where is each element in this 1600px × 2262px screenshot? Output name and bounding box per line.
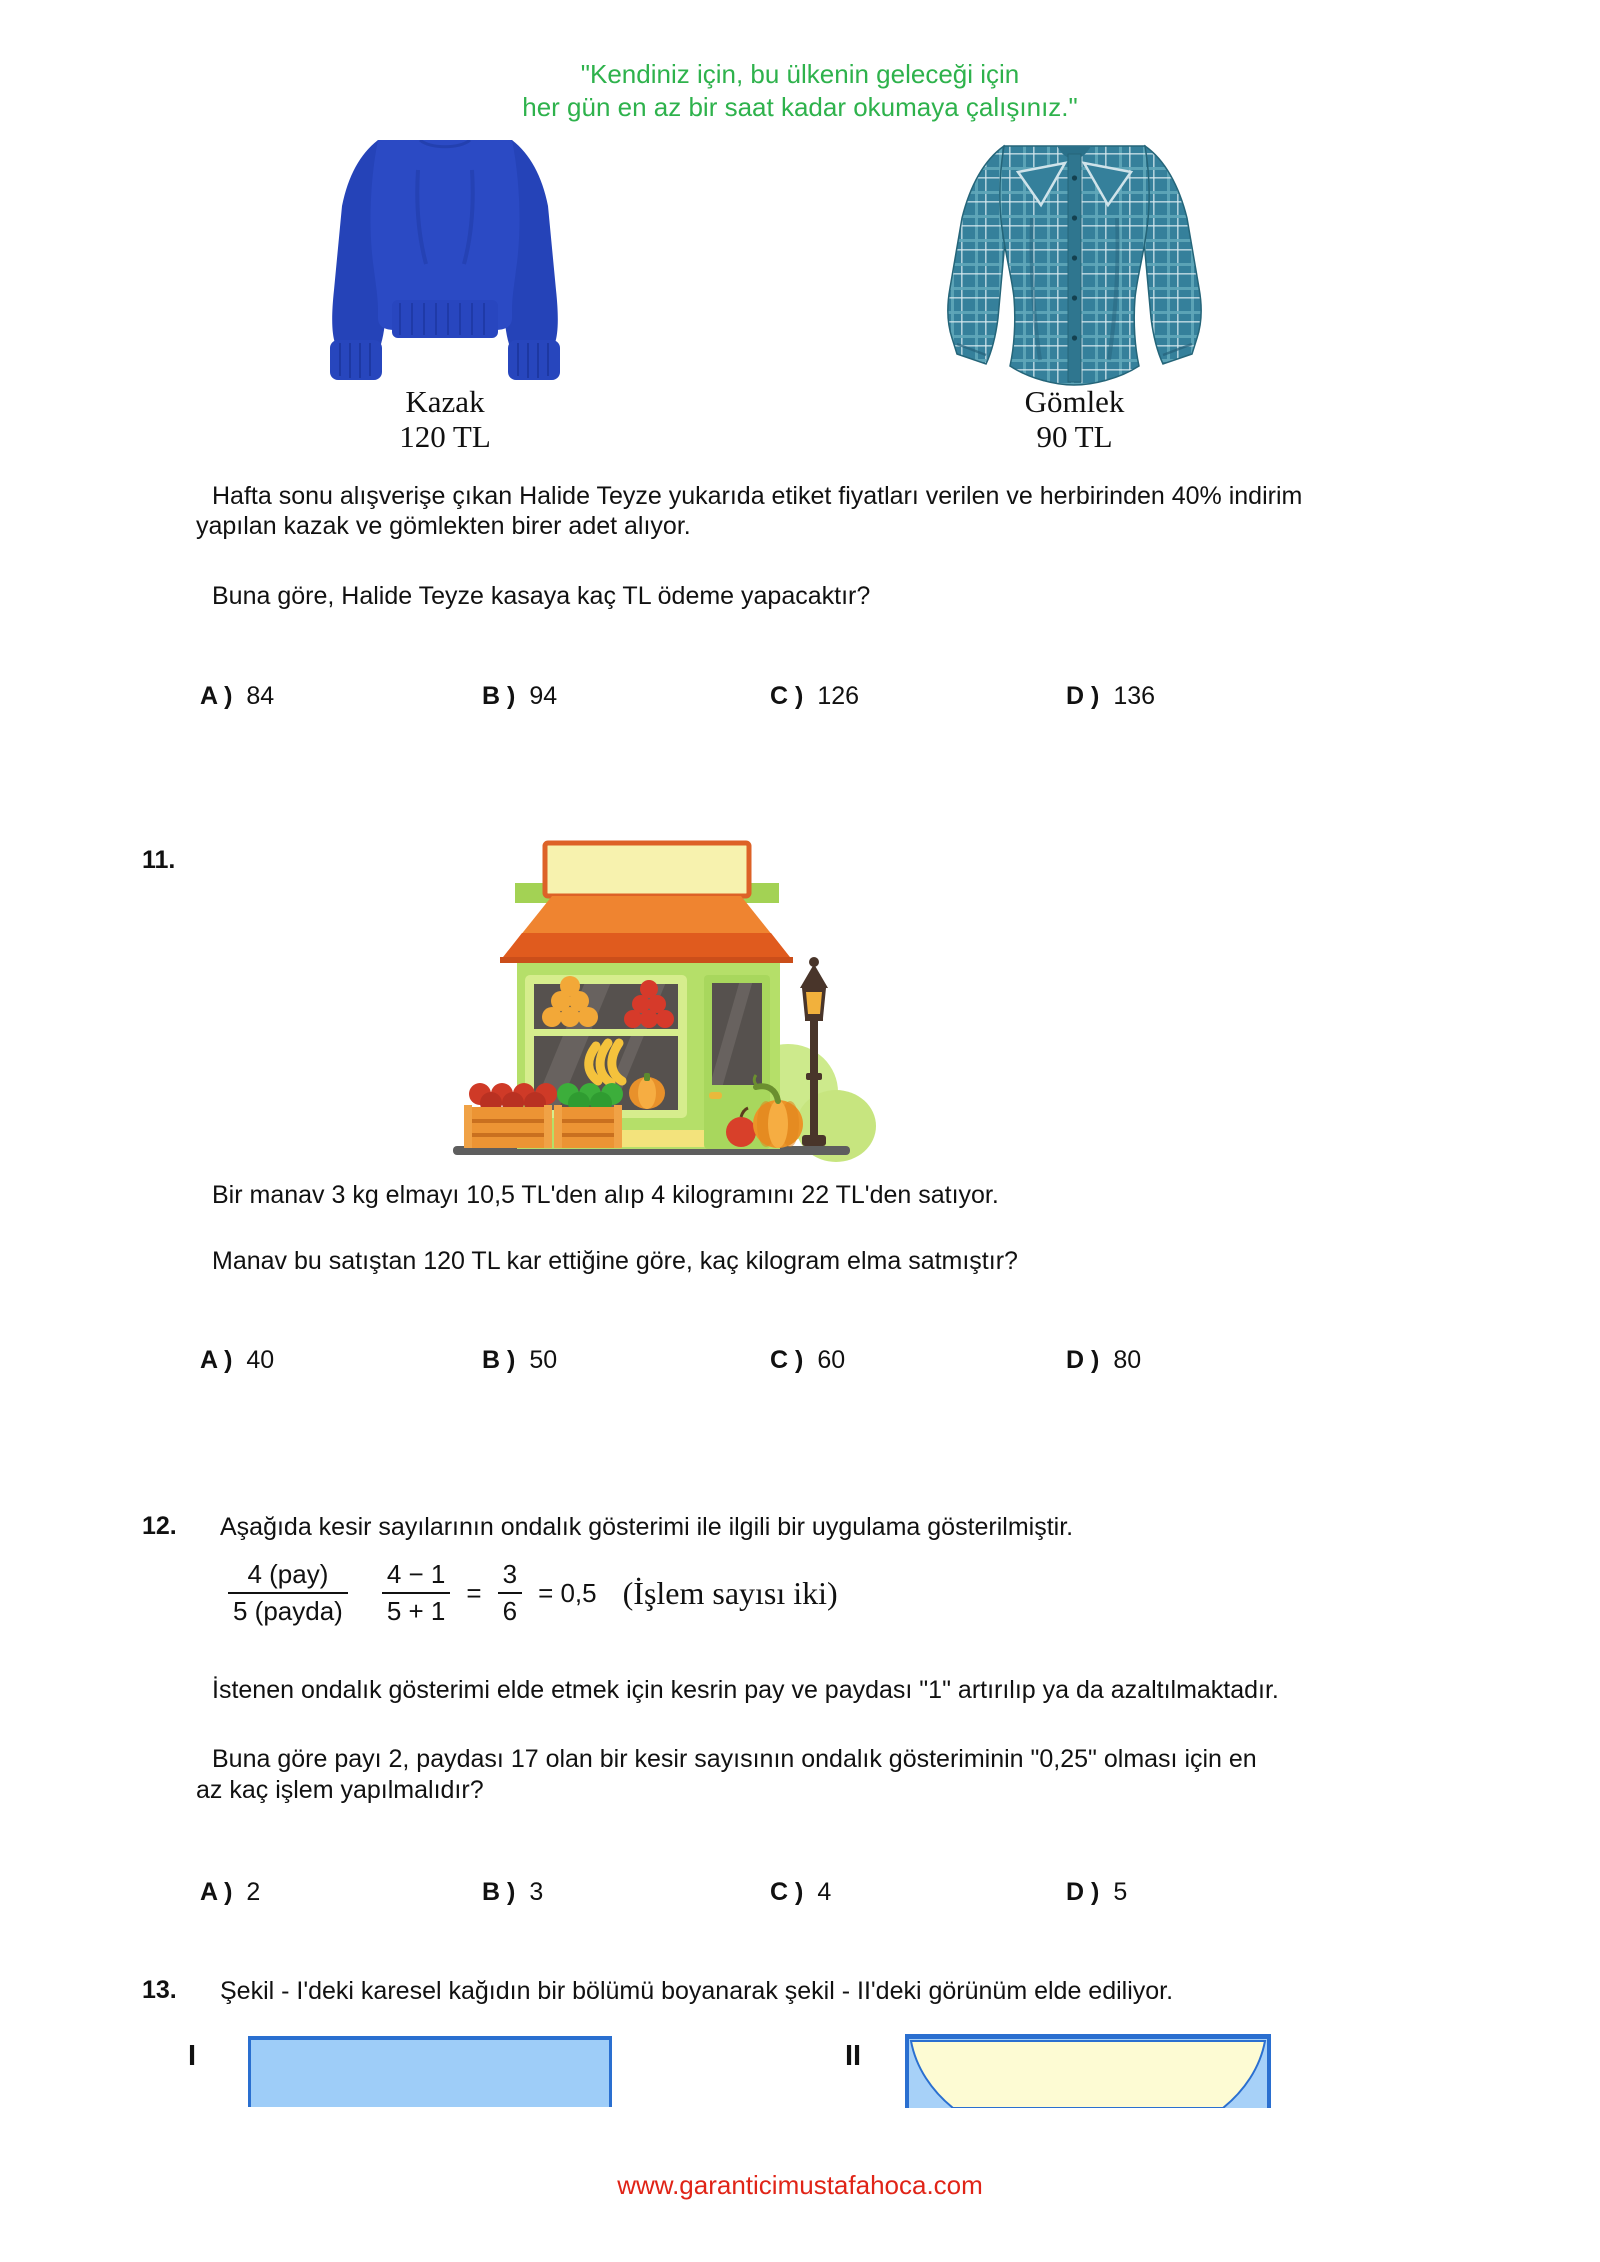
q10-options-row — [0, 682, 1600, 714]
q10-prompt: Buna göre, Halide Teyze kasaya kaç TL ödeme yapacaktır? — [212, 582, 871, 610]
q12-text-line2a: Buna göre payı 2, paydası 17 olan bir kesir sayısının ondalık gösteriminin "0,25" olması için en — [212, 1745, 1257, 1773]
q12-option-b: B ) 3 — [482, 1878, 544, 1906]
q10-option-d: D ) 136 — [1066, 682, 1156, 710]
grocery-shop-illustration — [400, 830, 1100, 1170]
awning — [500, 896, 793, 963]
q12-text-line1: İstenen ondalık gösterimi elde etmek için kesrin pay ve paydası "1" artırılıp ya da azaltılmaktadır. — [212, 1676, 1279, 1704]
q11-text-line1: Bir manav 3 kg elmayı 10,5 TL'den alıp 4 kilogramını 22 TL'den satıyor. — [212, 1181, 999, 1209]
q11-option-c: C ) 60 — [770, 1346, 846, 1374]
motivational-quote — [0, 58, 1600, 124]
sidewalk — [620, 1130, 712, 1147]
q12-text-line2b: az kaç işlem yapılmalıdır? — [196, 1776, 484, 1804]
q12-formula — [228, 1560, 838, 1626]
q12-option-c: C ) 4 — [770, 1878, 832, 1906]
shirt-placket — [1068, 154, 1081, 382]
q11-option-b: B ) 50 — [482, 1346, 558, 1374]
q12-options-row — [0, 1878, 1600, 1910]
sweater-illustration — [300, 140, 590, 385]
kazak-price: 120 TL — [399, 419, 491, 454]
q11-option-d: D ) 80 — [1066, 1346, 1142, 1374]
fraction-bar — [382, 1592, 451, 1594]
footer-website-link[interactable]: www.garanticimustafahoca.com — [617, 2170, 983, 2200]
quote-line-2: her gün en az bir saat kadar okumaya çalışınız." — [522, 92, 1078, 122]
equals-decimal: = 0,5 — [538, 1577, 597, 1608]
q10-option-a: A ) 84 — [200, 682, 275, 710]
shirt-right-sleeve — [1141, 146, 1201, 364]
q11-prompt: Manav bu satıştan 120 TL kar ettiğine göre, kaç kilogram elma satmıştır? — [212, 1247, 1018, 1275]
q12-intro: Aşağıda kesir sayılarının ondalık gösterimi ile ilgili bir uygulama gösterilmiştir. — [220, 1513, 1074, 1541]
figure-1-label: I — [188, 2040, 197, 2072]
kazak-name: Kazak — [405, 384, 485, 419]
equals-sign: = — [466, 1577, 482, 1608]
red-apple-crate — [464, 1083, 557, 1148]
q12-number: 12. — [142, 1512, 177, 1540]
q13-text: Şekil - I'deki karesel kağıdın bir bölümü boyanarak şekil - II'deki görünüm elde ediliyor. — [220, 1977, 1174, 2005]
kazak-caption — [300, 384, 590, 454]
q12-option-a: A ) 2 — [200, 1878, 261, 1906]
sweater-torso — [371, 140, 520, 338]
figure-2-label: II — [845, 2040, 862, 2072]
green-apple-crate — [554, 1083, 623, 1148]
quote-line-1: "Kendiniz için, bu ülkenin geleceği için — [580, 59, 1020, 89]
shirt-left-sleeve — [948, 146, 1008, 364]
q13-number: 13. — [142, 1976, 177, 2004]
q11-options-row — [0, 1346, 1600, 1378]
sign-board — [545, 843, 749, 896]
q11-option-a: A ) 40 — [200, 1346, 275, 1374]
gomlek-name: Gömlek — [1024, 384, 1125, 419]
fraction-result: $\frac{3}{6}$ — [498, 1560, 522, 1626]
q10-text-line2: yapılan kazak ve gömlekten birer adet alıyor. — [196, 512, 691, 540]
shirt-illustration — [922, 138, 1227, 388]
gomlek-price: 90 TL — [1036, 419, 1113, 454]
fraction-operation: $\frac{4 - 1}{5 + 1}$ — [382, 1560, 451, 1626]
q10-option-c: C ) 126 — [770, 682, 860, 710]
formula-note: (İşlem sayısı iki) — [622, 1574, 838, 1611]
q10-text-line1: Hafta sonu alışverişe çıkan Halide Teyze yukarıda etiket fiyatları verilen ve herbirinden 40% indirim — [212, 482, 1303, 510]
gomlek-caption — [922, 384, 1227, 454]
q11-number: 11. — [142, 846, 176, 874]
fraction-bar — [228, 1592, 348, 1594]
q10-option-b: B ) 94 — [482, 682, 558, 710]
figure-1-square — [248, 2036, 612, 2107]
q12-option-d: D ) 5 — [1066, 1878, 1128, 1906]
figure-2-shape — [905, 2034, 1271, 2108]
fraction-bar — [498, 1592, 522, 1594]
fraction-pay-payda: $\frac{\text{4 (pay)}}{\text{5 (payda)}}$ — [228, 1560, 348, 1626]
